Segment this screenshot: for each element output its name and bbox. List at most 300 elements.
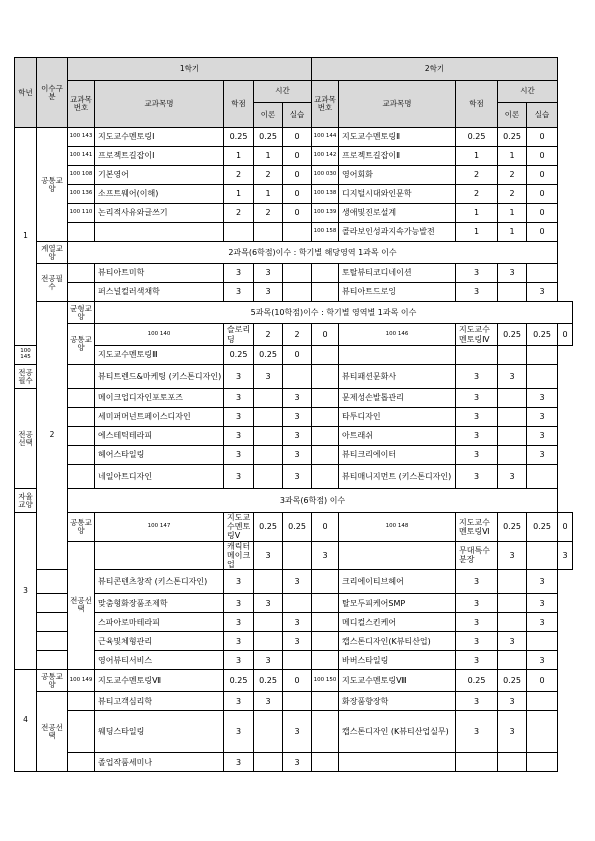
course-practice-2: 3 <box>527 427 558 446</box>
course-theory-1: 3 <box>254 264 283 283</box>
table-row <box>15 185 573 204</box>
course-theory-2 <box>498 408 527 427</box>
course-name-1: 웨딩스타일링 <box>95 711 224 753</box>
table-row <box>15 632 573 651</box>
course-code-2: 100 142 <box>312 147 339 166</box>
course-name-2: 토탈뷰티코디네이션 <box>339 264 456 283</box>
course-credit-2: 0.25 <box>498 513 527 542</box>
course-credit-2: 1 <box>456 204 498 223</box>
course-code-1 <box>37 613 68 632</box>
course-code-1 <box>95 541 224 570</box>
course-credit-2: 3 <box>456 651 498 670</box>
table-row <box>15 489 573 513</box>
course-name-1: 퍼스널컬러색채학 <box>95 283 224 302</box>
course-code-2: 100 148 <box>339 513 456 542</box>
course-code-2 <box>312 465 339 489</box>
year-cell: 3 <box>15 513 37 670</box>
course-credit-1: 3 <box>224 753 254 772</box>
course-name-2: 뷰티패션문화사 <box>339 365 456 389</box>
course-code-1: 100 110 <box>68 204 95 223</box>
course-theory-1: 3 <box>254 594 283 613</box>
table-row <box>15 651 573 670</box>
course-theory-2 <box>498 570 527 594</box>
course-theory-2: 3 <box>498 365 527 389</box>
course-practice-1: 0 <box>312 324 339 346</box>
course-credit-2: 3 <box>456 283 498 302</box>
course-practice-2: 0 <box>558 513 573 542</box>
course-practice-2: 0 <box>527 166 558 185</box>
course-credit-2: 0.25 <box>456 128 498 147</box>
course-name-2: 문제성손발톱관리 <box>339 389 456 408</box>
course-practice-1: 3 <box>283 711 312 753</box>
course-practice-1: 3 <box>283 446 312 465</box>
course-code-2: 100 030 <box>312 166 339 185</box>
header-credit-1: 학점 <box>224 81 254 128</box>
course-code-2 <box>339 541 456 570</box>
course-theory-1 <box>254 570 283 594</box>
course-code-1: 100 147 <box>95 513 224 542</box>
category-cell: 공통교양 <box>68 324 95 365</box>
category-cell: 공통교양 <box>68 513 95 542</box>
course-credit-1: 0.25 <box>224 346 254 365</box>
course-practice-1: 0 <box>283 185 312 204</box>
course-credit-1: 3 <box>224 651 254 670</box>
category-cell: 전공선택 <box>68 541 95 670</box>
course-code-2 <box>312 283 339 302</box>
course-name-2: 콜라보인성과지속가능발전 <box>339 223 456 242</box>
course-name-1: 지도교수멘토링Ⅴ <box>224 513 254 542</box>
course-theory-2: 3 <box>498 632 527 651</box>
table-row <box>15 465 573 489</box>
course-practice-1: 3 <box>283 389 312 408</box>
course-practice-2 <box>527 346 558 365</box>
course-theory-1: 3 <box>254 283 283 302</box>
course-practice-2: 0 <box>558 324 573 346</box>
course-credit-2: 0.25 <box>456 670 498 692</box>
course-theory-1: 3 <box>254 365 283 389</box>
course-credit-1: 3 <box>224 446 254 465</box>
table-row <box>15 264 573 283</box>
header-name-1: 교과목명 <box>95 81 224 128</box>
course-credit-1: 3 <box>224 283 254 302</box>
course-name-1: 지도교수멘토링Ⅰ <box>95 128 224 147</box>
course-code-1 <box>37 570 68 594</box>
course-code-2 <box>312 632 339 651</box>
course-practice-2 <box>527 632 558 651</box>
course-practice-2: 3 <box>527 446 558 465</box>
table-row <box>15 346 573 365</box>
course-name-1: 뷰티아트미학 <box>95 264 224 283</box>
table-row <box>15 389 573 408</box>
course-name-2: 메디컬스킨케어 <box>339 613 456 632</box>
course-credit-2: 3 <box>456 711 498 753</box>
course-theory-1: 3 <box>254 692 283 711</box>
course-name-1: 뷰티트렌드&마케팅 (키스톤디자인) <box>95 365 224 389</box>
course-practice-1: 0 <box>283 346 312 365</box>
course-credit-1: 3 <box>224 365 254 389</box>
course-code-2 <box>312 346 339 365</box>
course-credit-1: 1 <box>224 185 254 204</box>
course-name-2: 지도교수멘토링Ⅱ <box>339 128 456 147</box>
header-practice-1: 실습 <box>283 103 312 128</box>
course-name-1: 지도교수멘토링Ⅶ <box>95 670 224 692</box>
course-credit-1 <box>224 223 254 242</box>
header-semester-2: 2학기 <box>312 58 558 81</box>
course-practice-2: 3 <box>527 283 558 302</box>
category-cell: 전공선택 <box>15 389 37 489</box>
course-credit-1: 3 <box>224 408 254 427</box>
course-practice-1 <box>283 223 312 242</box>
course-practice-2 <box>527 465 558 489</box>
course-code-2 <box>312 651 339 670</box>
curriculum-table <box>14 57 573 772</box>
header-year: 학년 <box>15 58 37 128</box>
course-name-2: 타투디자인 <box>339 408 456 427</box>
course-code-1 <box>68 264 95 283</box>
course-name-1: 캐릭터메이크업 <box>224 541 254 570</box>
course-code-1: 100 108 <box>68 166 95 185</box>
course-name-2: 뷰티매니지먼트 (키스톤디자인) <box>339 465 456 489</box>
course-name-2: 뷰티크리에이터 <box>339 446 456 465</box>
course-practice-2: 0 <box>527 185 558 204</box>
course-code-2 <box>312 389 339 408</box>
course-credit-2: 3 <box>456 613 498 632</box>
course-theory-2: 0.25 <box>527 324 558 346</box>
course-practice-1: 3 <box>283 570 312 594</box>
course-practice-2 <box>527 264 558 283</box>
course-name-2: 영어회화 <box>339 166 456 185</box>
course-theory-1: 1 <box>254 147 283 166</box>
course-theory-2: 3 <box>498 711 527 753</box>
course-code-1 <box>68 389 95 408</box>
course-theory-1: 0.25 <box>283 513 312 542</box>
course-credit-2: 3 <box>456 594 498 613</box>
course-credit-1: 2 <box>254 324 283 346</box>
course-theory-1 <box>254 711 283 753</box>
table-row <box>15 711 573 753</box>
course-code-1 <box>68 465 95 489</box>
table-row <box>15 242 573 264</box>
course-credit-1: 3 <box>224 711 254 753</box>
course-credit-1: 0.25 <box>224 128 254 147</box>
course-practice-1: 0 <box>283 128 312 147</box>
course-code-1: 100 140 <box>95 324 224 346</box>
course-code-1 <box>68 283 95 302</box>
course-code-1: 100 141 <box>68 147 95 166</box>
course-practice-1: 0 <box>283 147 312 166</box>
course-credit-2: 3 <box>456 389 498 408</box>
course-code-2: 100 138 <box>312 185 339 204</box>
course-theory-2: 3 <box>498 692 527 711</box>
course-practice-2: 3 <box>527 594 558 613</box>
course-name-2 <box>339 753 456 772</box>
course-credit-2: 3 <box>456 465 498 489</box>
course-practice-2: 0 <box>527 147 558 166</box>
table-row <box>15 427 573 446</box>
table-row <box>15 753 573 772</box>
course-practice-2: 0 <box>527 128 558 147</box>
course-name-1: 뷰티고객심리학 <box>95 692 224 711</box>
course-credit-1: 2 <box>224 166 254 185</box>
course-code-1 <box>68 408 95 427</box>
year-cell: 1 <box>15 128 37 346</box>
course-name-2: 뷰티아트드로잉 <box>339 283 456 302</box>
table-row <box>15 541 573 570</box>
table-row <box>15 324 573 346</box>
course-practice-1 <box>283 264 312 283</box>
category-cell: 균형교양 <box>68 302 95 324</box>
header-practice-2: 실습 <box>527 103 558 128</box>
course-theory-1 <box>254 632 283 651</box>
course-name-2: 아트래쉬 <box>339 427 456 446</box>
course-name-1: 세미퍼머넌트페이스디자인 <box>95 408 224 427</box>
course-code-2 <box>312 753 339 772</box>
course-theory-1 <box>254 223 283 242</box>
course-practice-1 <box>283 594 312 613</box>
course-practice-1 <box>283 692 312 711</box>
course-name-2: 크리에이티브헤어 <box>339 570 456 594</box>
course-practice-2: 3 <box>527 651 558 670</box>
course-name-2: 화장품향장학 <box>339 692 456 711</box>
course-credit-2: 3 <box>456 632 498 651</box>
year-cell: 4 <box>15 670 37 772</box>
course-name-1: 지도교수멘토링Ⅲ <box>95 346 224 365</box>
course-theory-1 <box>254 389 283 408</box>
course-name-1 <box>95 223 224 242</box>
course-name-2: 무대특수분장 <box>456 541 498 570</box>
course-code-1 <box>37 632 68 651</box>
course-theory-2 <box>498 389 527 408</box>
course-credit-2: 1 <box>456 147 498 166</box>
category-cell: 전공필수 <box>37 264 68 302</box>
table-row <box>15 613 573 632</box>
course-code-1 <box>68 427 95 446</box>
category-cell: 전공선택 <box>37 692 68 772</box>
course-name-1: 스파아로마테라피 <box>95 613 224 632</box>
course-name-2: 캡스톤디자인(K뷰티산업) <box>339 632 456 651</box>
course-theory-1 <box>254 427 283 446</box>
table-row <box>15 166 573 185</box>
course-practice-1: 3 <box>283 753 312 772</box>
course-code-2: 100 144 <box>312 128 339 147</box>
course-credit-1: 3 <box>224 594 254 613</box>
course-code-2 <box>312 711 339 753</box>
course-theory-1 <box>254 753 283 772</box>
course-name-1: 영어뷰티서비스 <box>95 651 224 670</box>
course-name-1: 헤어스타일링 <box>95 446 224 465</box>
course-practice-1: 0 <box>283 670 312 692</box>
course-theory-2: 2 <box>498 166 527 185</box>
header-theory-2: 이론 <box>498 103 527 128</box>
course-code-2: 100 158 <box>312 223 339 242</box>
course-practice-2: 3 <box>527 408 558 427</box>
table-row <box>15 223 573 242</box>
course-name-1: 근육및체형관리 <box>95 632 224 651</box>
course-practice-2: 3 <box>558 541 573 570</box>
course-theory-1: 1 <box>254 185 283 204</box>
header-hours-2: 시간 <box>498 81 558 103</box>
header-name-2: 교과목명 <box>339 81 456 128</box>
course-code-1 <box>68 223 95 242</box>
course-theory-2 <box>498 283 527 302</box>
course-theory-2 <box>498 651 527 670</box>
course-practice-1: 3 <box>283 408 312 427</box>
course-credit-2 <box>456 753 498 772</box>
course-credit-2: 1 <box>456 223 498 242</box>
course-credit-2: 2 <box>456 185 498 204</box>
course-practice-2: 0 <box>527 670 558 692</box>
course-credit-2: 3 <box>456 446 498 465</box>
category-cell: 자율교양 <box>15 489 37 513</box>
header-semester-1: 1학기 <box>68 58 312 81</box>
course-code-2: 100 139 <box>312 204 339 223</box>
course-credit-1: 3 <box>224 613 254 632</box>
header-code-2: 교과목번호 <box>312 81 339 128</box>
course-code-2 <box>312 613 339 632</box>
course-theory-2: 0.25 <box>498 670 527 692</box>
course-practice-2 <box>527 365 558 389</box>
course-practice-2: 0 <box>527 204 558 223</box>
table-row <box>15 302 573 324</box>
course-credit-2: 0.25 <box>498 324 527 346</box>
course-code-1: 100 136 <box>68 185 95 204</box>
course-practice-1: 0 <box>283 166 312 185</box>
course-practice-1: 3 <box>312 541 339 570</box>
course-code-1 <box>68 365 95 389</box>
course-practice-2: 3 <box>527 613 558 632</box>
course-theory-2: 2 <box>498 185 527 204</box>
course-name-1: 메이크업디자인포토포즈 <box>95 389 224 408</box>
course-name-2: 디지털시대와인문학 <box>339 185 456 204</box>
course-theory-2 <box>498 613 527 632</box>
course-code-1 <box>37 651 68 670</box>
course-code-1 <box>68 692 95 711</box>
table-row <box>15 446 573 465</box>
course-credit-1: 3 <box>254 541 283 570</box>
course-practice-1: 3 <box>283 613 312 632</box>
course-practice-1: 0 <box>283 204 312 223</box>
year-cell: 2 <box>37 302 68 570</box>
course-theory-1: 2 <box>254 166 283 185</box>
course-credit-2: 3 <box>456 264 498 283</box>
course-credit-2: 3 <box>456 408 498 427</box>
header-category: 이수구분 <box>37 58 68 128</box>
course-practice-1 <box>283 365 312 389</box>
course-name-2: 프로젝트길잡이Ⅱ <box>339 147 456 166</box>
course-theory-2 <box>498 446 527 465</box>
course-name-1: 졸업작품세미나 <box>95 753 224 772</box>
course-name-1: 기본영어 <box>95 166 224 185</box>
requirement-note: 5과목(10학점)이수 : 학기별 영역별 1과목 이수 <box>95 302 573 324</box>
course-name-1: 맞춤형화장품조제학 <box>95 594 224 613</box>
table-row <box>15 594 573 613</box>
course-name-2: 지도교수멘토링Ⅵ <box>456 513 498 542</box>
header-hours-1: 시간 <box>254 81 312 103</box>
course-practice-1 <box>283 651 312 670</box>
course-credit-1: 0.25 <box>254 513 283 542</box>
course-code-1 <box>68 753 95 772</box>
course-code-2 <box>312 427 339 446</box>
course-theory-1 <box>283 541 312 570</box>
course-theory-2 <box>498 427 527 446</box>
course-credit-2: 3 <box>456 365 498 389</box>
course-credit-1: 3 <box>224 264 254 283</box>
course-theory-1: 3 <box>254 651 283 670</box>
course-credit-1: 3 <box>224 570 254 594</box>
course-name-2: 지도교수멘토링Ⅷ <box>339 670 456 692</box>
course-theory-2 <box>498 753 527 772</box>
course-practice-2: 3 <box>527 389 558 408</box>
course-code-2 <box>312 594 339 613</box>
table-row <box>15 408 573 427</box>
course-code-1: 100 145 <box>15 346 37 365</box>
course-credit-1: 3 <box>224 692 254 711</box>
course-credit-2: 3 <box>456 692 498 711</box>
table-row <box>15 147 573 166</box>
course-code-1: 100 143 <box>68 128 95 147</box>
header-code-1: 교과목번호 <box>68 81 95 128</box>
table-row <box>15 670 573 692</box>
header-theory-1: 이론 <box>254 103 283 128</box>
table-row <box>15 204 573 223</box>
course-credit-2 <box>456 346 498 365</box>
course-practice-1: 3 <box>283 427 312 446</box>
course-name-2: 생애및진로설계 <box>339 204 456 223</box>
course-theory-2: 0.25 <box>498 128 527 147</box>
course-code-1 <box>37 594 68 613</box>
course-code-2: 100 146 <box>339 324 456 346</box>
course-practice-2 <box>527 753 558 772</box>
course-name-1: 프로젝트길잡이Ⅰ <box>95 147 224 166</box>
course-code-2 <box>312 365 339 389</box>
header-credit-2: 학점 <box>456 81 498 128</box>
course-code-2 <box>312 446 339 465</box>
course-theory-1 <box>254 446 283 465</box>
table-row <box>15 692 573 711</box>
course-theory-1 <box>254 408 283 427</box>
course-code-2: 100 150 <box>312 670 339 692</box>
course-theory-2: 1 <box>498 147 527 166</box>
course-theory-2: 3 <box>498 264 527 283</box>
course-name-2 <box>339 346 456 365</box>
course-theory-1 <box>254 465 283 489</box>
course-practice-1: 3 <box>283 465 312 489</box>
course-name-2: 지도교수멘토링Ⅳ <box>456 324 498 346</box>
course-code-2 <box>312 408 339 427</box>
course-theory-2 <box>498 346 527 365</box>
course-code-2 <box>312 264 339 283</box>
course-practice-1 <box>283 283 312 302</box>
course-credit-1: 3 <box>224 632 254 651</box>
course-credit-1: 1 <box>224 147 254 166</box>
course-credit-1: 3 <box>224 465 254 489</box>
course-theory-2: 1 <box>498 204 527 223</box>
course-code-1: 100 149 <box>68 670 95 692</box>
course-theory-2: 1 <box>498 223 527 242</box>
table-row <box>15 283 573 302</box>
table-row <box>15 365 573 389</box>
course-credit-2: 2 <box>456 166 498 185</box>
course-code-2 <box>312 570 339 594</box>
course-name-1: 논리적사유와글쓰기 <box>95 204 224 223</box>
course-name-1: 네일아트디자인 <box>95 465 224 489</box>
course-name-2: 바버스타일링 <box>339 651 456 670</box>
table-row <box>15 570 573 594</box>
table-row <box>15 128 573 147</box>
requirement-note: 2과목(6학점)이수 : 학기별 해당영역 1과목 이수 <box>68 242 558 264</box>
category-cell: 공통교양 <box>37 670 68 692</box>
category-cell: 공통교양 <box>37 128 68 242</box>
